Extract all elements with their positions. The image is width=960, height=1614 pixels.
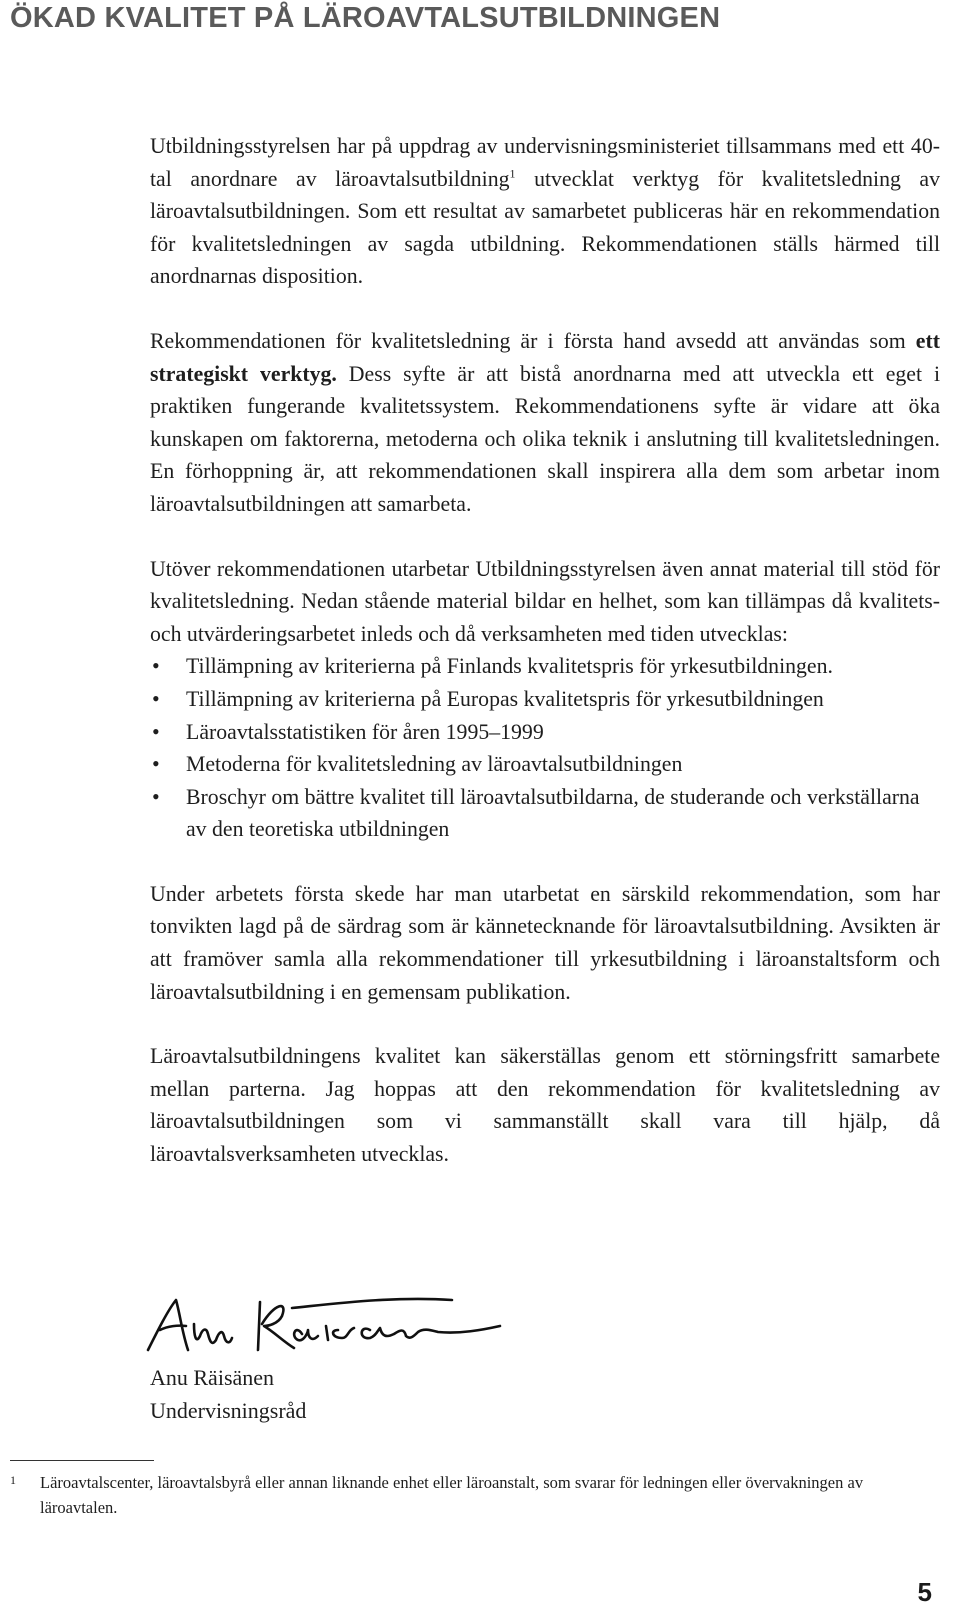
footnote-number: 1 (10, 1473, 16, 1487)
list-item: • Tillämpning av kriterierna på Europas kvalitetspris för yrkesutbildningen (150, 683, 940, 716)
footnote (10, 1470, 910, 1520)
signer-role: Undervisningsråd (150, 1397, 307, 1423)
footnote-divider (10, 1460, 154, 1461)
list-item: • Broschyr om bättre kvalitet till läroavtalsutbildarna, de studerande och verkställarna av den teoretiska utbildningen (150, 781, 940, 846)
page-number: 5 (917, 1577, 932, 1607)
paragraph-closing: Läroavtalsutbildningens kvalitet kan säkerställas genom ett störningsfritt samarbete mellan parterna. Jag hoppas att den rekommendation för kvalitetsledning av läroavtalsutbildningen som vi sammanställt skall vara till hjälp, då läroavtalsverksamheten utvecklas. (150, 1044, 940, 1167)
bullet-icon: • (152, 783, 160, 809)
paragraph-intro: Utbildningsstyrelsen har på uppdrag av undervisningsministeriet tillsammans med ett 40-tal anordnare av läroavtalsutbildning$^1$ utvecklat verktyg för kvalitetsledning av läroavtalsutbildningen. Som ett resultat av samarbetet publiceras här en rekommendation för kvalitetsledningen av sagda utbildning. Rekommendationen ställs härmed till anordnarnas disposition. (150, 134, 940, 289)
signer-block (150, 1362, 306, 1427)
bullet-icon: • (152, 653, 160, 679)
page-title: ÖKAD KVALITET PÅ LÄROAVTALSUTBILDNINGEN (10, 2, 721, 34)
list-item: • Metoderna för kvalitetsledning av läroavtalsutbildningen (150, 748, 940, 781)
signer-name: Anu Räisänen (150, 1365, 275, 1390)
list-item: • Tillämpning av kriterierna på Finlands kvalitetspris för yrkesutbildningen. (150, 650, 940, 683)
paragraph-first-phase: Under arbetets första skede har man utarbetat en särskild rekommendation, som har tonvikten lagd på de särdrag som är kännetecknande för läroavtalsutbildning. Avsikten är att framöver samla alla rekommendationer till yrkesutbildning i läroanstaltsform och läroavtalsutbildning i en gemensam publikation. (150, 881, 940, 1004)
bullet-icon: • (152, 685, 160, 711)
bullet-icon: • (152, 718, 160, 744)
paragraph-purpose: Rekommendationen för kvalitetsledning är i första hand avsedd att användas som ett strategiskt verktyg. Dess syfte är att bistå anordnarna med att utveckla ett eget i praktiken fungerande kvalitetssystem. Rekommendationens syfte är vidare att öka kunskapen om faktorerna, metoderna och olika teknik i anslutning till kvalitetsledningen. En förhoppning är, att rekommendationen skall inspirera alla dem som arbetar inom läroavtalsutbildningen att samarbeta. (150, 328, 940, 516)
paragraph-materials-intro: Utöver rekommendationen utarbetar Utbildningsstyrelsen även annat material till stöd för kvalitetsledning. Nedan stående material bildar en helhet, som kan tillämpas då kvalitets- och utvärderingsarbetet inleds och då verksamheten med tiden utvecklas: (150, 556, 940, 646)
footnote-reference[interactable]: 1 (509, 166, 516, 181)
footnote-text: Läroavtalscenter, läroavtalsbyrå eller annan liknande enhet eller läroanstalt, som svarar för ledningen eller övervakningen av läroavtalen. (40, 1473, 864, 1517)
list-item: • Läroavtalsstatistiken för åren 1995–1999 (150, 716, 940, 749)
materials-list (150, 650, 940, 846)
bullet-icon: • (152, 751, 160, 777)
emphasis-strategic-tool: ett strategiskt verktyg. (150, 328, 940, 386)
main-text (150, 130, 940, 1203)
handwritten-signature (142, 1290, 512, 1360)
